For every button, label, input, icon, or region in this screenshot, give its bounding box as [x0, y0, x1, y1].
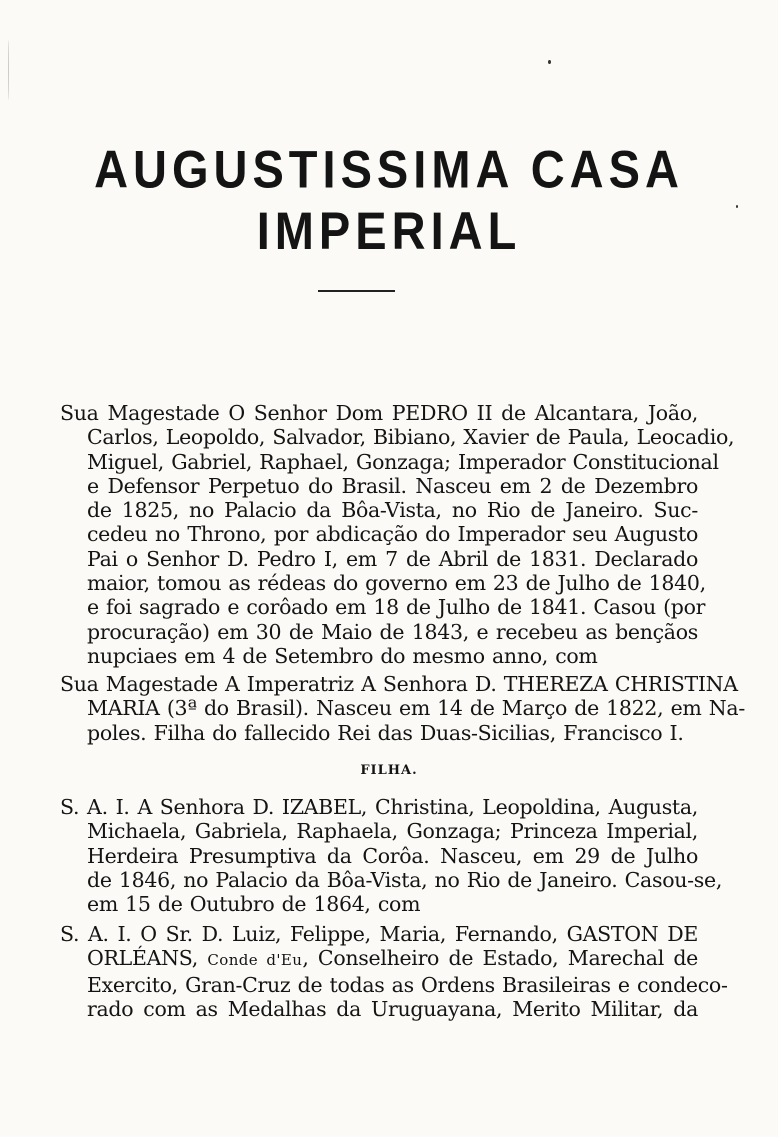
text-line: Herdeira Presumptiva da Corôa. Nasceu, em 29 de Julho	[87, 843, 698, 868]
paragraph-emperor	[60, 401, 735, 668]
scan-speck	[736, 205, 738, 208]
text-line: nupciaes em 4 de Setembro do mesmo anno, com	[87, 643, 598, 668]
text-line: cedeu no Throno, por abdicação do Imperador seu Augusto	[87, 522, 698, 547]
paragraph-empress	[60, 672, 745, 745]
text-line: Sua Magestade O Senhor Dom PEDRO II de Alcantara, João,	[60, 401, 698, 425]
title-divider	[318, 290, 395, 292]
text-line: Michaela, Gabriela, Raphaela, Gonzaga; Princeza Imperial,	[87, 819, 698, 844]
paragraph-consort	[60, 922, 728, 1021]
text-line: Miguel, Gabriel, Raphael, Gonzaga; Imperador Constitucional	[87, 449, 719, 474]
scan-speck	[548, 60, 551, 64]
text-fragment: , Conselheiro de Estado, Marechal de	[302, 946, 698, 971]
section-heading: FILHA.	[360, 763, 418, 778]
text-line	[60, 946, 698, 972]
text-line: MARIA (3ª do Brasil). Nasceu em 14 de Março de 1822, em Na-	[87, 696, 745, 721]
text-line: S. A. I. A Senhora D. IZABEL, Christina, Leopoldina, Augusta,	[60, 795, 698, 819]
text-line: poles. Filha do fallecido Rei das Duas-Sicilias, Francisco I.	[87, 720, 684, 745]
name-text: ORLÉANS,	[87, 946, 198, 971]
paragraph-princess	[60, 795, 723, 917]
text-line: rado com as Medalhas da Uruguayana, Merito Militar, da	[87, 996, 698, 1021]
text-line: e Defensor Perpetuo do Brasil. Nasceu em 2 de Dezembro	[87, 473, 698, 498]
scan-edge-mark	[8, 40, 9, 100]
text-line: Pai o Senhor D. Pedro I, em 7 de Abril de 1831. Declarado	[87, 546, 698, 571]
text-line: em 15 de Outubro de 1864, com	[87, 892, 421, 917]
text-line: S. A. I. O Sr. D. Luiz, Felippe, Maria, Fernando, GASTON DE	[60, 922, 698, 946]
text-line: de 1825, no Palacio da Bôa-Vista, no Rio de Janeiro. Suc-	[87, 498, 698, 523]
text-line: procuração) em 30 de Maio de 1843, e recebeu as bençãos	[87, 619, 698, 644]
text-line: Carlos, Leopoldo, Salvador, Bibiano, Xavier de Paula, Leocadio,	[87, 425, 735, 450]
text-line: maior, tomou as rédeas do governo em 23 de Julho de 1840,	[87, 571, 706, 596]
page-title: AUGUSTISSIMA CASA IMPERIAL	[94, 139, 684, 261]
text-line: e foi sagrado e corôado em 18 de Julho de 1841. Casou (por	[87, 595, 706, 620]
text-line: de 1846, no Palacio da Bôa-Vista, no Rio de Janeiro. Casou-se,	[87, 867, 723, 892]
text-line: Exercito, Gran-Cruz de todas as Ordens Brasileiras e condeco-	[87, 972, 728, 997]
title-text: Conde d'Eu	[207, 951, 303, 970]
text-line: Sua Magestade A Imperatriz A Senhora D. THEREZA CHRISTINA	[60, 672, 738, 696]
